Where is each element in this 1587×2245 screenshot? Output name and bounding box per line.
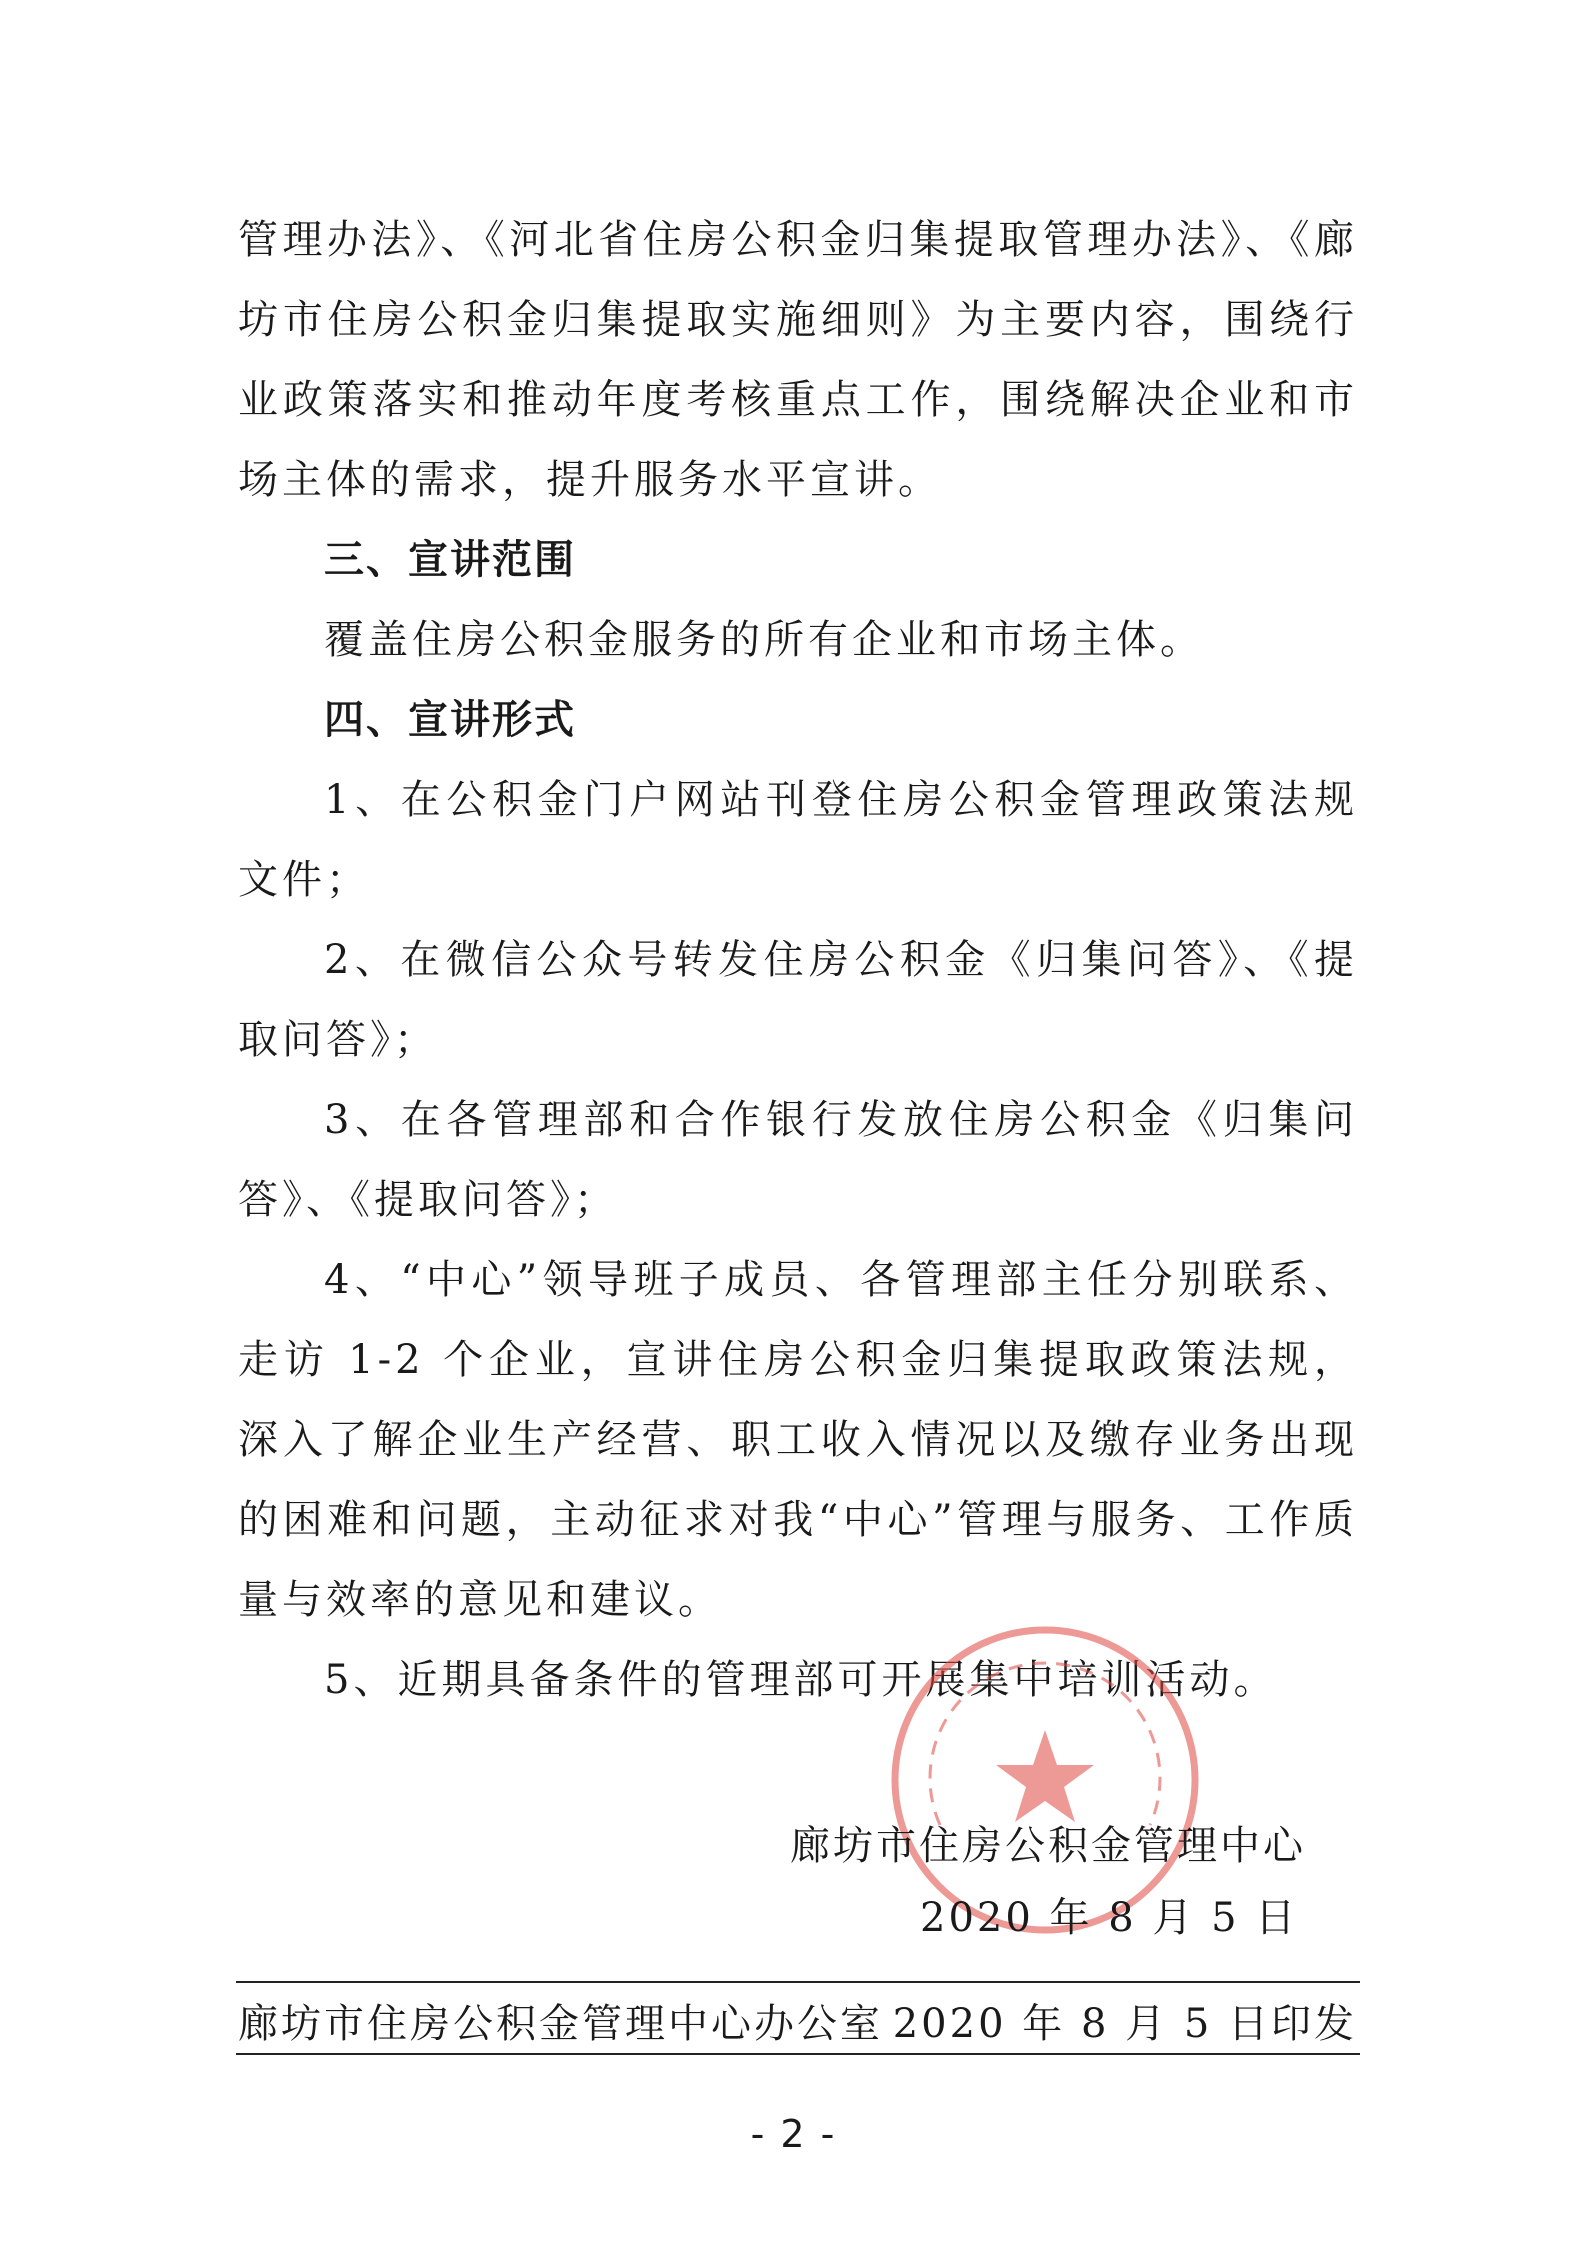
signature-block <box>790 1810 1350 1954</box>
section-heading-scope: 三、宣讲范围 <box>324 537 576 583</box>
list-item-5: 5、近期具备条件的管理部可开展集中培训活动。 <box>324 1657 1278 1703</box>
paragraph-scope: 覆盖住房公积金服务的所有企业和市场主体。 <box>324 617 1204 663</box>
footer-issue-date: 2020 年 8 月 5 日印发 <box>892 2001 1357 2047</box>
list-item-3: 3、在各管理部和合作银行发放住房公积金《归集问答》、《提取问答》； <box>238 1097 1358 1223</box>
seal-star <box>996 1730 1094 1822</box>
list-item-4: 4、“中心”领导班子成员、各管理部主任分别联系、走访 1-2 个企业，宣讲住房公积金归集提取政策法规，深入了解企业生产经营、职工收入情况以及缴存业务出现的困难和问题，主动征求对我“中心”管理与服务、工作质量与效率的意见和建议。 <box>238 1257 1358 1623</box>
list-item-2: 2、在微信公众号转发住房公积金《归集问答》、《提取问答》； <box>238 937 1358 1063</box>
section-heading-format: 四、宣讲形式 <box>324 697 576 743</box>
footer-rule-bottom <box>236 2053 1360 2055</box>
signature-date: 2020 年 8 月 5 日 <box>920 1895 1299 1941</box>
page-number: - 2 - <box>750 2112 837 2156</box>
signature-organization: 廊坊市住房公积金管理中心 <box>790 1823 1306 1869</box>
body-text <box>238 200 1358 1720</box>
footer-issuer: 廊坊市住房公积金管理中心办公室 <box>238 2001 883 2047</box>
list-item-1: 1、在公积金门户网站刊登住房公积金管理政策法规文件； <box>238 777 1358 903</box>
paragraph-continuation: 管理办法》、《河北省住房公积金归集提取管理办法》、《廊坊市住房公积金归集提取实施细则》为主要内容，围绕行业政策落实和推动年度考核重点工作，围绕解决企业和市场主体的需求，提升服务水平宣讲。 <box>238 217 1358 503</box>
footer-rule-top <box>236 1981 1360 1983</box>
